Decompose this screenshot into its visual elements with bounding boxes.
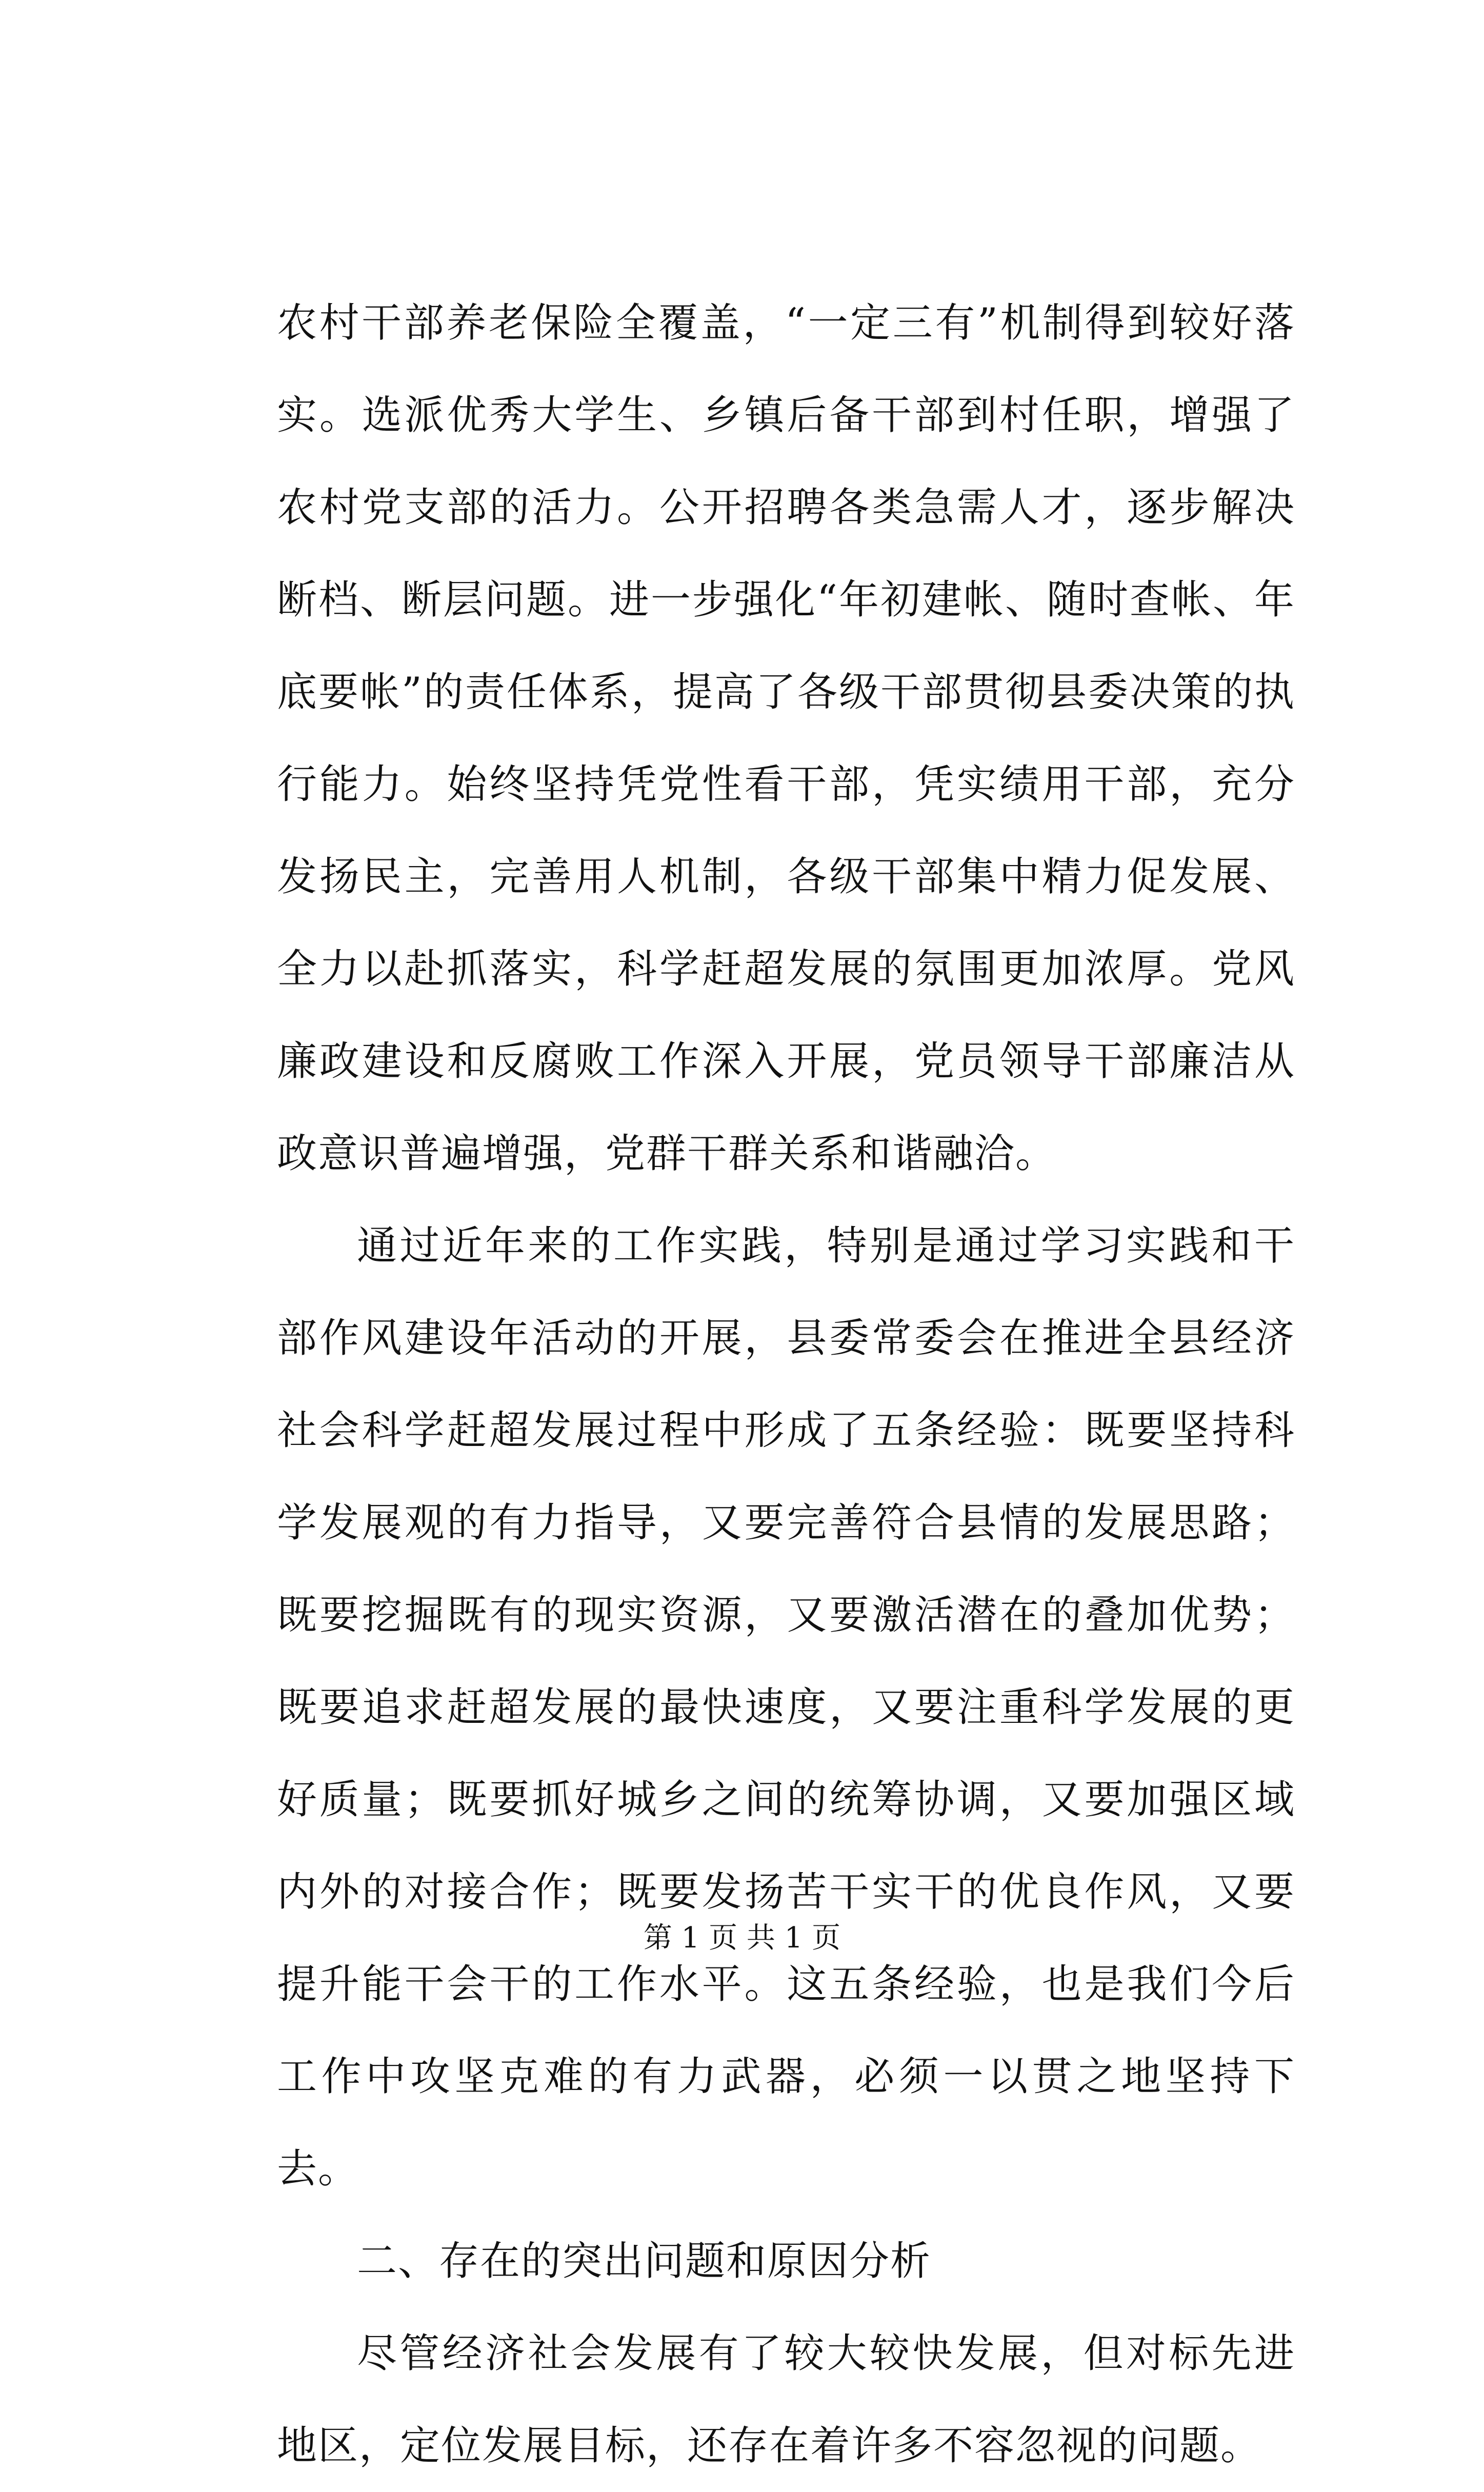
section-heading: 二、存在的突出问题和原因分析 xyxy=(357,2238,932,2284)
paragraph-continuation: 农村干部养老保险全覆盖，“一定三有”机制得到较好落实。选派优秀大学生、乡镇后备干部到村任职，增强了农村党支部的活力。公开招聘各类急需人才，逐步解决断档、断层问题。进一步强化“年初建帐、随时查帐、年底要帐”的责任体系，提高了各级干部贯彻县委决策的执行能力。始终坚持凭党性看干部，凭实绩用干部，充分发扬民主，完善用人机制，各级干部集中精力促发展、全力以赴抓落实，科学赶超发展的氛围更加浓厚。党风廉政建设和反腐败工作深入开展，党员领导干部廉洁从政意识普遍增强，党群干群关系和谐融洽。 xyxy=(277,300,1295,1177)
paragraph-problems: 尽管经济社会发展有了较大较快发展，但对标先进地区，定位发展目标，还存在着许多不容忽视的问题。 xyxy=(277,2330,1295,2469)
document-body xyxy=(277,277,1295,2492)
paragraph-experience: 通过近年来的工作实践，特别是通过学习实践和干部作风建设年活动的开展，县委常委会在推进全县经济社会科学赶超发展过程中形成了五条经验：既要坚持科学发展观的有力指导，又要完善符合县情的发展思路；既要挖掘既有的现实资源，又要激活潜在的叠加优势；既要追求赶超发展的最快速度，又要注重科学发展的更好质量；既要抓好城乡之间的统筹协调，又要加强区域内外的对接合作；既要发扬苦干实干的优良作风，又要提升能干会干的工作水平。这五条经验，也是我们今后工作中攻坚克难的有力武器，必须一以贯之地坚持下去。 xyxy=(277,1223,1295,2192)
page-footer: 第 1 页 共 1 页 xyxy=(643,1921,841,1955)
